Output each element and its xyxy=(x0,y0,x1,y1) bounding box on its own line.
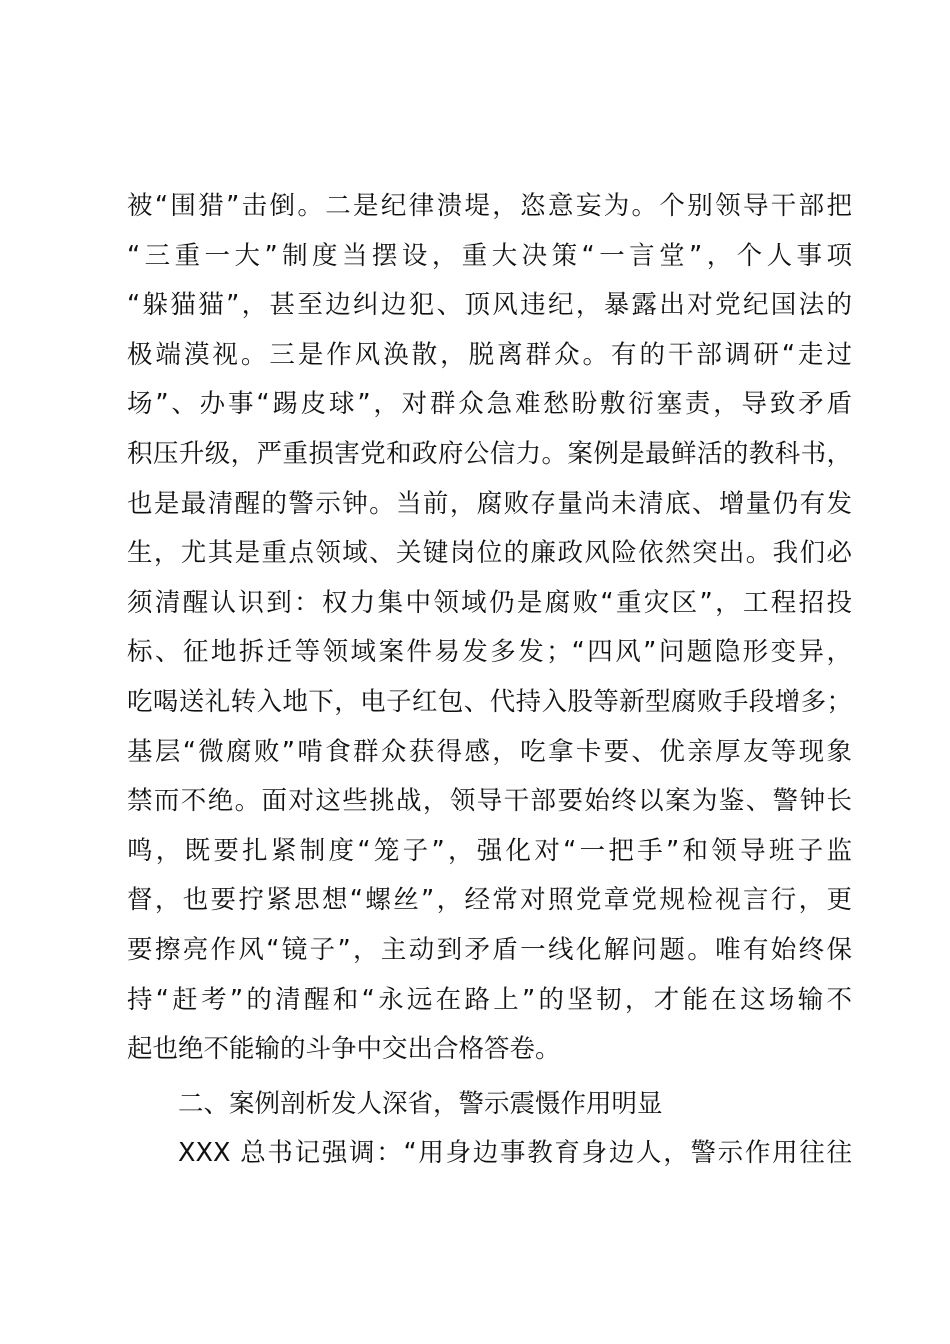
paragraph-line: 持“赶考”的清醒和“永远在路上”的坚韧，才能在这场输不 xyxy=(127,984,852,1015)
paragraph-line: 标、征地拆迁等领域案件易发多发；“四风”问题隐形变异， xyxy=(127,637,852,668)
paragraph-line: 场”、办事“踢皮球”，对群众急难愁盼敷衍塞责，导致矛盾 xyxy=(127,389,852,420)
section-heading: 二、案例剖析发人深省，警示震慑作用明显 xyxy=(178,1089,663,1119)
paragraph-line: 要擦亮作风“镜子”，主动到矛盾一线化解问题。唯有始终保 xyxy=(127,934,852,965)
paragraph-line: 起也绝不能输的斗争中交出合格答卷。 xyxy=(127,1034,561,1065)
paragraph-line: “三重一大”制度当摆设，重大决策“一言堂”，个人事项 xyxy=(127,240,852,271)
paragraph-line: 禁而不绝。面对这些挑战，领导干部要始终以案为鉴、警钟长 xyxy=(127,786,852,817)
paragraph-line: 鸣，既要扎紧制度“笼子”，强化对“一把手”和领导班子监 xyxy=(127,835,852,866)
paragraph-line: 被“围猎”击倒。二是纪律溃堤，恣意妄为。个别领导干部把 xyxy=(127,191,852,221)
paragraph-line: 积压升级，严重损害党和政府公信力。案例是最鲜活的教科书， xyxy=(127,438,852,469)
paragraph-line: 督，也要拧紧思想“螺丝”，经常对照党章党规检视言行，更 xyxy=(127,885,852,916)
paragraph-line: 基层“微腐败”啃食群众获得感，吃拿卡要、优亲厚友等现象 xyxy=(127,736,852,767)
paragraph-line: 极端漠视。三是作风涣散，脱离群众。有的干部调研“走过 xyxy=(127,339,852,370)
quote-paragraph-line: XXX 总书记强调：“用身边事教育身边人，警示作用往往 xyxy=(178,1138,852,1168)
paragraph-line: 须清醒认识到：权力集中领域仍是腐败“重灾区”，工程招投 xyxy=(127,587,852,618)
paragraph-line: 生，尤其是重点领域、关键岗位的廉政风险依然突出。我们必 xyxy=(127,538,852,569)
paragraph-line: 吃喝送礼转入地下，电子红包、代持入股等新型腐败手段增多； xyxy=(127,686,852,717)
body-paragraph xyxy=(127,182,852,1075)
paragraph-line: 也是最清醒的警示钟。当前，腐败存量尚未清底、增量仍有发 xyxy=(127,488,852,519)
paragraph-line: “躲猫猫”，甚至边纠边犯、顶风违纪，暴露出对党纪国法的 xyxy=(127,290,852,321)
